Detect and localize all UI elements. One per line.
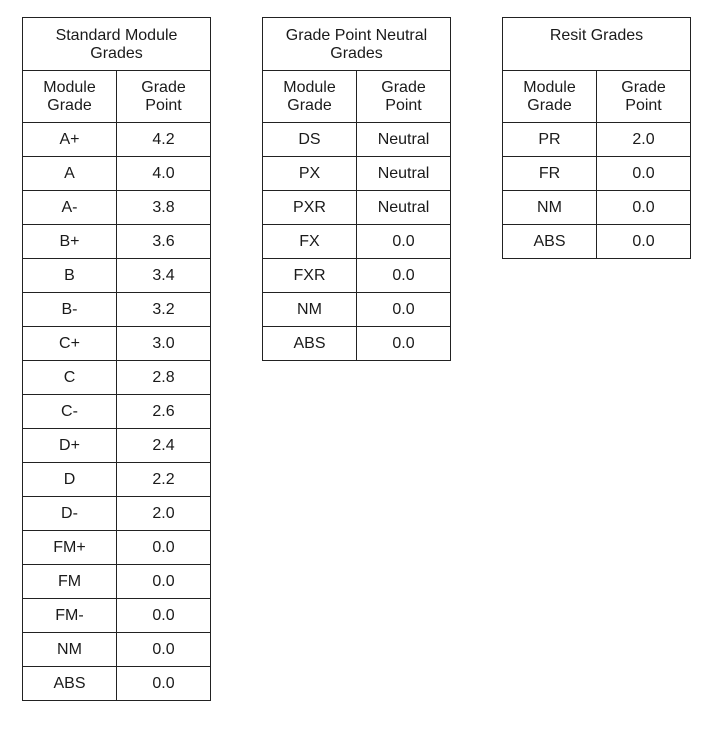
module-grade-cell: D — [23, 463, 117, 497]
table-row — [503, 191, 691, 225]
column-header-grade-point: Grade Point — [597, 71, 691, 123]
table-row — [263, 157, 451, 191]
table-row — [23, 327, 211, 361]
grade-point-cell: 0.0 — [117, 599, 211, 633]
module-grade-cell: FM — [23, 565, 117, 599]
table-row — [23, 123, 211, 157]
module-grade-cell: C — [23, 361, 117, 395]
grade-point-cell: 3.2 — [117, 293, 211, 327]
grade-point-cell: 0.0 — [597, 157, 691, 191]
grade-point-cell: 0.0 — [357, 225, 451, 259]
column-header-grade-point: Grade Point — [117, 71, 211, 123]
module-grade-cell: ABS — [503, 225, 597, 259]
table-row — [263, 191, 451, 225]
grade-point-cell: 0.0 — [117, 633, 211, 667]
grade-point-cell: 0.0 — [597, 191, 691, 225]
table-row — [23, 361, 211, 395]
grade-point-cell: Neutral — [357, 191, 451, 225]
module-grade-cell: FM- — [23, 599, 117, 633]
grade-point-cell: 2.8 — [117, 361, 211, 395]
table-title: Standard Module Grades — [23, 18, 211, 71]
table-row — [23, 225, 211, 259]
grade-point-cell: 3.4 — [117, 259, 211, 293]
module-grade-cell: A — [23, 157, 117, 191]
table-row — [23, 293, 211, 327]
column-header-module-grade: Module Grade — [503, 71, 597, 123]
grade-point-cell: 2.4 — [117, 429, 211, 463]
table-row — [23, 463, 211, 497]
grade-point-cell: Neutral — [357, 123, 451, 157]
module-grade-cell: C- — [23, 395, 117, 429]
module-grade-cell: FX — [263, 225, 357, 259]
grade-point-cell: 0.0 — [357, 293, 451, 327]
module-grade-cell: D+ — [23, 429, 117, 463]
table-row — [23, 395, 211, 429]
table-row — [263, 293, 451, 327]
table-row — [503, 157, 691, 191]
grade-point-cell: 0.0 — [117, 667, 211, 701]
table-row — [263, 123, 451, 157]
module-grade-cell: C+ — [23, 327, 117, 361]
module-grade-cell: B+ — [23, 225, 117, 259]
grade-point-cell: 0.0 — [597, 225, 691, 259]
table-row — [263, 259, 451, 293]
column-header-module-grade: Module Grade — [23, 71, 117, 123]
module-grade-cell: ABS — [263, 327, 357, 361]
table-row — [23, 157, 211, 191]
grade-point-cell: 4.2 — [117, 123, 211, 157]
table-row — [23, 497, 211, 531]
grade-point-cell: 3.0 — [117, 327, 211, 361]
module-grade-cell: PX — [263, 157, 357, 191]
module-grade-cell: A- — [23, 191, 117, 225]
table-row — [23, 531, 211, 565]
grade-point-cell: 4.0 — [117, 157, 211, 191]
table-row — [23, 667, 211, 701]
module-grade-cell: B — [23, 259, 117, 293]
table-title: Grade Point Neutral Grades — [263, 18, 451, 71]
table-row — [23, 191, 211, 225]
table-title: Resit Grades — [503, 18, 691, 71]
grade-point-cell: 0.0 — [117, 565, 211, 599]
module-grade-cell: A+ — [23, 123, 117, 157]
table-row — [263, 225, 451, 259]
module-grade-cell: FXR — [263, 259, 357, 293]
module-grade-cell: ABS — [23, 667, 117, 701]
table-row — [23, 259, 211, 293]
resit-grades-table — [502, 17, 691, 259]
table-row — [503, 123, 691, 157]
standard-module-grades-table — [22, 17, 211, 701]
module-grade-cell: NM — [23, 633, 117, 667]
grade-point-cell: 0.0 — [357, 259, 451, 293]
table-row — [23, 599, 211, 633]
module-grade-cell: B- — [23, 293, 117, 327]
module-grade-cell: NM — [263, 293, 357, 327]
module-grade-cell: D- — [23, 497, 117, 531]
grade-point-cell: 3.6 — [117, 225, 211, 259]
module-grade-cell: NM — [503, 191, 597, 225]
table-row — [23, 429, 211, 463]
module-grade-cell: FR — [503, 157, 597, 191]
grade-point-cell: 2.0 — [117, 497, 211, 531]
module-grade-cell: PR — [503, 123, 597, 157]
grade-point-cell: 0.0 — [357, 327, 451, 361]
column-header-grade-point: Grade Point — [357, 71, 451, 123]
grade-point-cell: 2.6 — [117, 395, 211, 429]
grade-point-cell: 2.2 — [117, 463, 211, 497]
module-grade-cell: PXR — [263, 191, 357, 225]
grade-point-cell: 0.0 — [117, 531, 211, 565]
table-row — [263, 327, 451, 361]
module-grade-cell: FM+ — [23, 531, 117, 565]
table-row — [503, 225, 691, 259]
table-row — [23, 633, 211, 667]
table-row — [23, 565, 211, 599]
grade-point-cell: 3.8 — [117, 191, 211, 225]
grade-point-neutral-grades-table — [262, 17, 451, 361]
grade-point-cell: Neutral — [357, 157, 451, 191]
grade-point-cell: 2.0 — [597, 123, 691, 157]
column-header-module-grade: Module Grade — [263, 71, 357, 123]
module-grade-cell: DS — [263, 123, 357, 157]
